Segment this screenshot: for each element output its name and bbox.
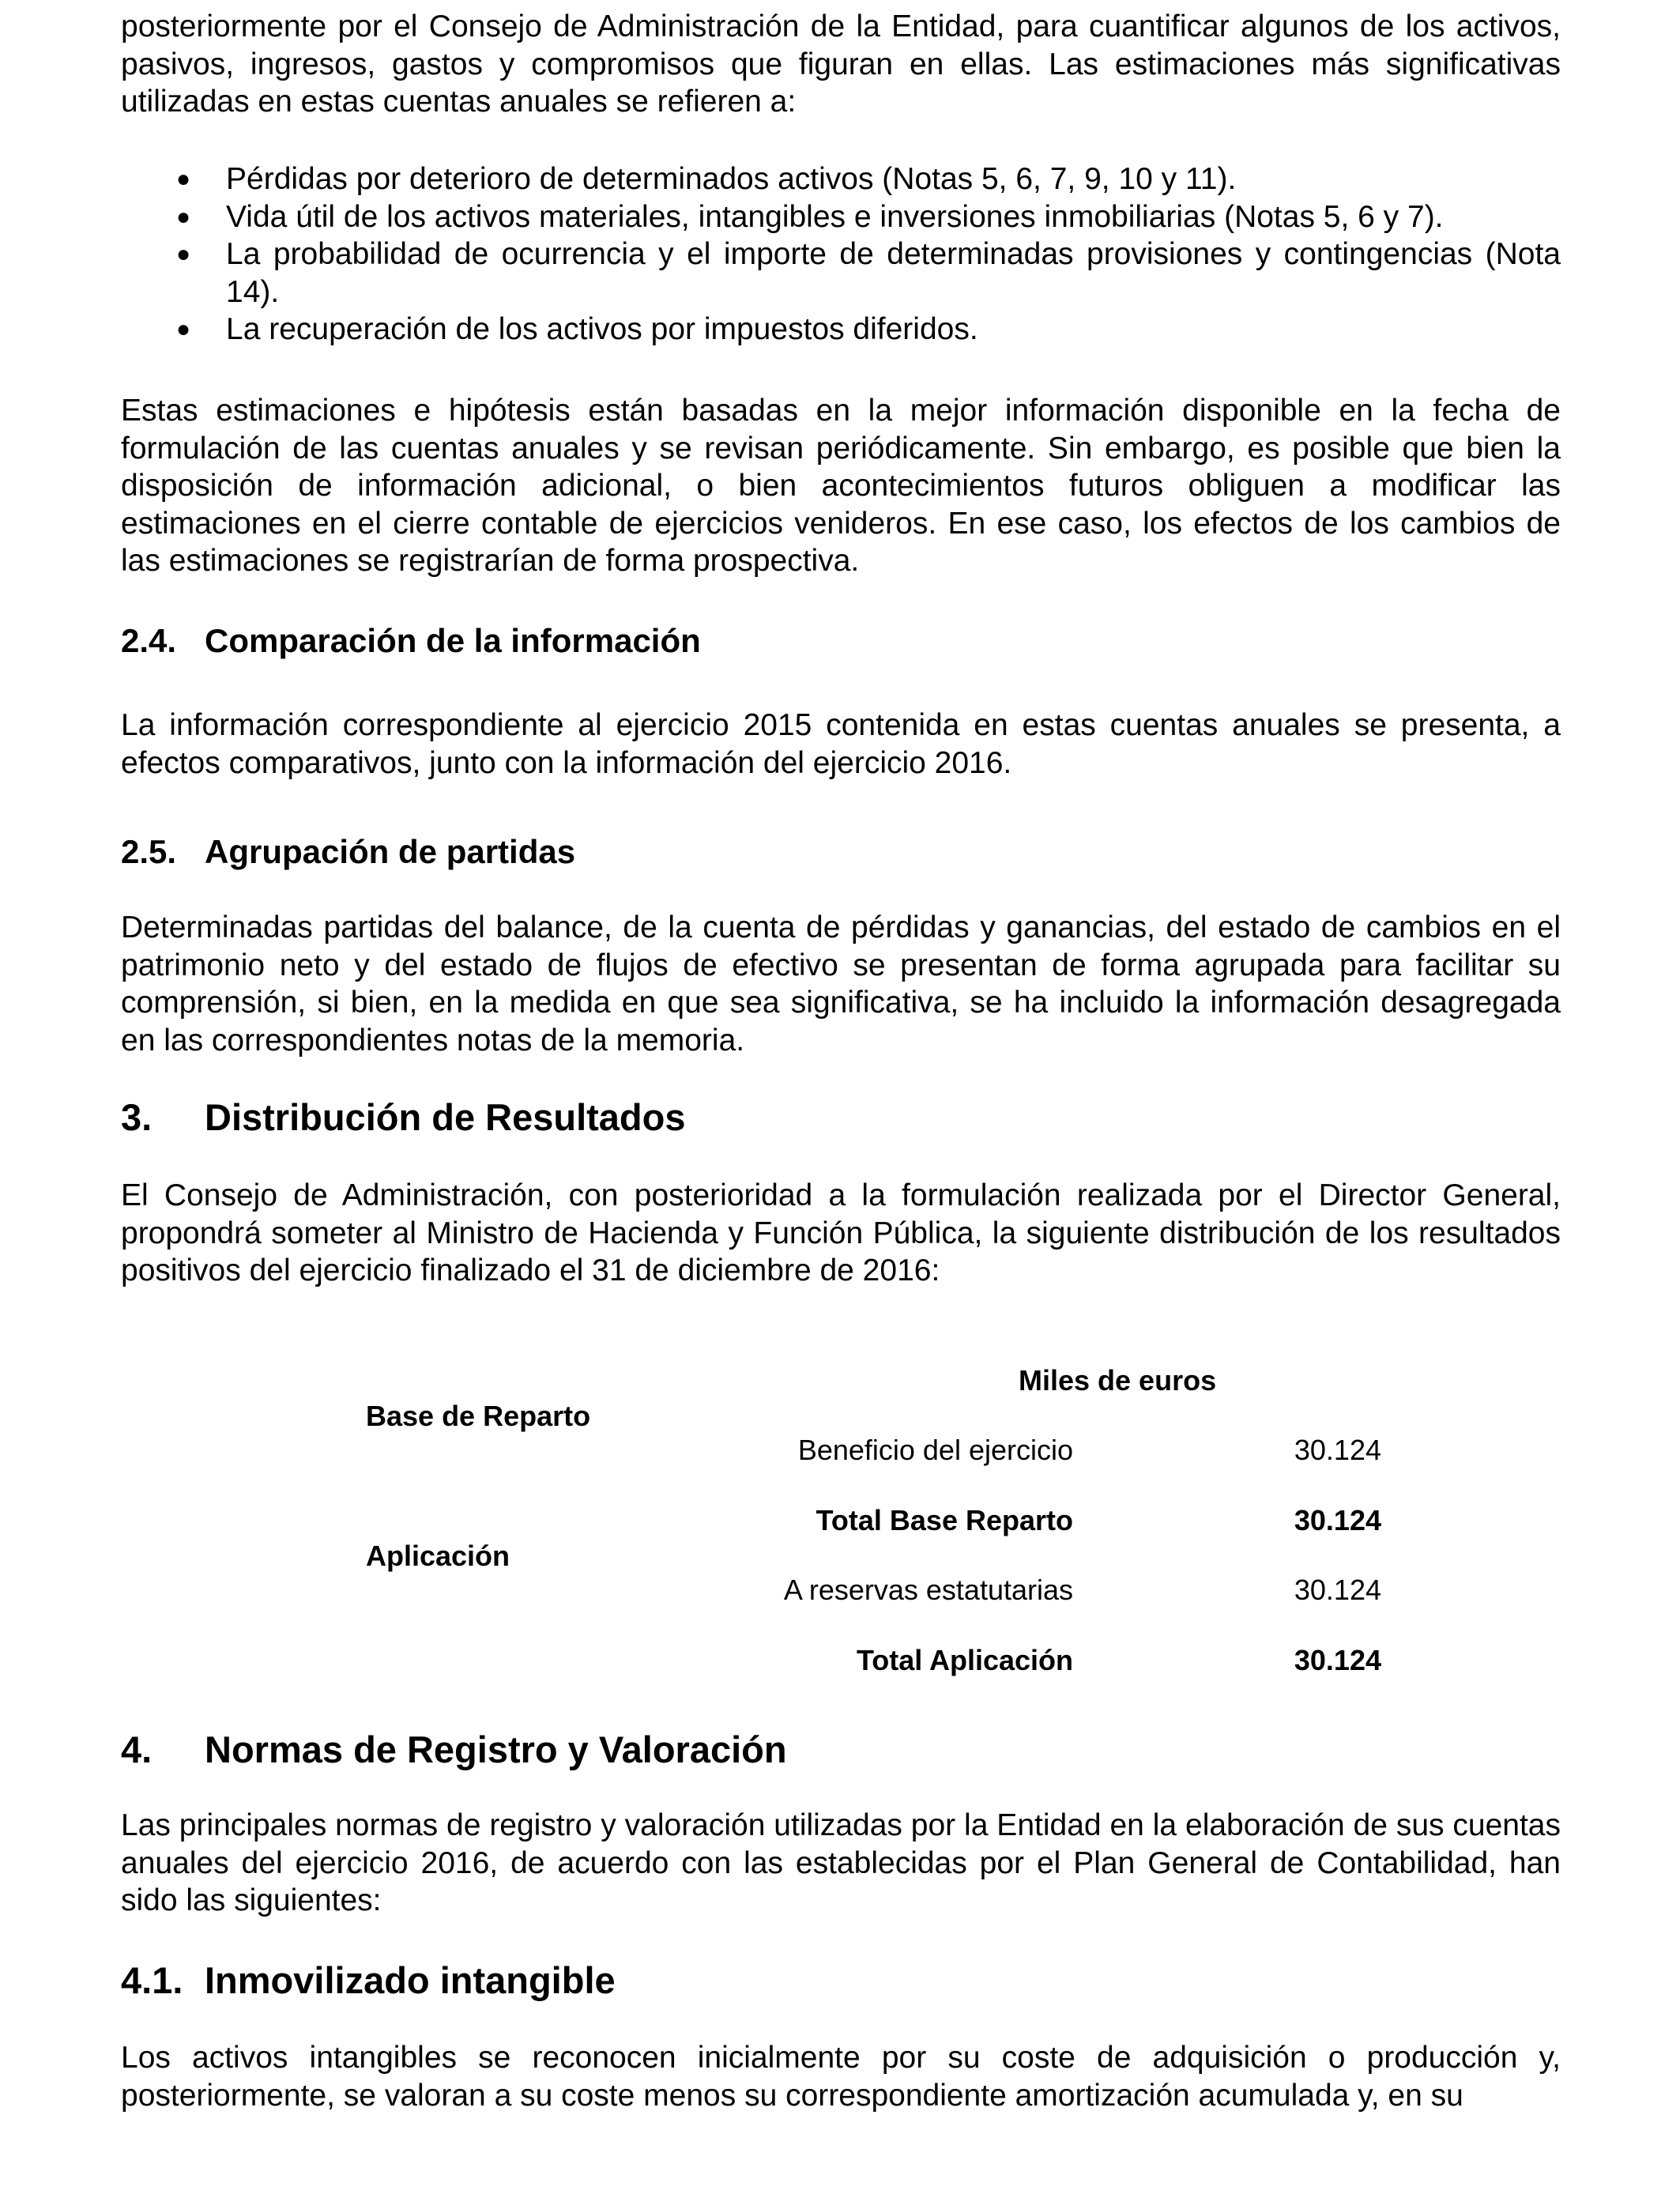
reservas-value: 30.124 (1294, 1574, 1381, 1606)
section-2-4-heading: 2.4. Comparación de la información (121, 622, 701, 659)
estimates-list (121, 160, 1561, 349)
column-header-miles-de-euros: Miles de euros (1019, 1364, 1217, 1397)
total-aplicacion-label: Total Aplicación (856, 1644, 1073, 1676)
beneficio-value: 30.124 (1294, 1434, 1381, 1466)
section-3-paragraph: El Consejo de Administración, con posterioridad a la formulación realizada por el Director General, propondrá someter al Ministro de Hacienda y Función Pública, la siguiente distribución de los resultados positivos del ejercicio finalizado el 31 de diciembre de 2016: (121, 1178, 1561, 1287)
bullet-icon: ● (176, 166, 191, 192)
section-4-paragraph: Las principales normas de registro y valoración utilizadas por la Entidad en la elaboración de sus cuentas anuales del ejercicio 2016, de acuerdo con las establecidas por el Plan General de Contabilidad, han sido las siguientes: (121, 1808, 1561, 1917)
aplicacion-label: Aplicación (366, 1540, 510, 1572)
section-2-4-paragraph: La información correspondiente al ejercicio 2015 contenida en estas cuentas anuales se presenta, a efectos comparativos, junto con la información del ejercicio 2016. (121, 708, 1561, 780)
beneficio-label: Beneficio del ejercicio (797, 1434, 1073, 1466)
section-4-heading: 4. Normas de Registro y Valoración (121, 1728, 787, 1770)
bullet-icon: ● (176, 241, 191, 267)
total-base-label: Total Base Reparto (816, 1504, 1073, 1536)
base-de-reparto-label: Base de Reparto (366, 1400, 591, 1432)
total-base-value: 30.124 (1294, 1504, 1381, 1536)
reservas-label: A reservas estatutarias (783, 1574, 1073, 1606)
bullet-icon: ● (176, 316, 191, 342)
section-2-5-paragraph: Determinadas partidas del balance, de la cuenta de pérdidas y ganancias, del estado de cambios en el patrimonio neto y del estado de flujos de efectivo se presentan de forma agrupada para facilitar su comprensión, si bien, en la medida en que sea significativa, se ha incluido la información desagregada en las correspondientes notas de la memoria. (121, 910, 1561, 1057)
list-item: ● Pérdidas por deterioro de determinados activos (Notas 5, 6, 7, 9, 10 y 11). (121, 160, 1561, 198)
section-4-1-paragraph: Los activos intangibles se reconocen inicialmente por su coste de adquisición o producción y, posteriormente, se valoran a su coste menos su correspondiente amortización acumulada y, en su (121, 2041, 1561, 2113)
section-2-5-heading: 2.5. Agrupación de partidas (121, 833, 576, 870)
total-aplicacion-value: 30.124 (1294, 1644, 1381, 1676)
estimaciones-paragraph: Estas estimaciones e hipótesis están basadas en la mejor información disponible en la fecha de formulación de las cuentas anuales y se revisan periódicamente. Sin embargo, es posible que bien la disposición de información adicional, o bien acontecimientos futuros obliguen a modificar las estimaciones en el cierre contable de ejercicios venideros. En ese caso, los efectos de los cambios de las estimaciones se registrarían de forma prospectiva. (121, 394, 1561, 578)
list-item: ● La probabilidad de ocurrencia y el importe de determinadas provisiones y contingencias (Nota 14). (176, 237, 1561, 309)
section-3-heading: 3. Distribución de Resultados (121, 1096, 686, 1138)
intro-paragraph: posteriormente por el Consejo de Administración de la Entidad, para cuantificar algunos de los activos, pasivos, ingresos, gastos y compromisos que figuran en ellas. Las estimaciones más significativas utilizadas en estas cuentas anuales se refieren a: (121, 9, 1561, 119)
list-item: ● Vida útil de los activos materiales, intangibles e inversiones inmobiliarias (Notas 5, 6 y 7). (121, 198, 1561, 236)
section-4-1-heading: 4.1. Inmovilizado intangible (121, 1959, 616, 2001)
bullet-icon: ● (176, 203, 191, 230)
list-item: ● La recuperación de los activos por impuestos diferidos. (121, 311, 1561, 349)
